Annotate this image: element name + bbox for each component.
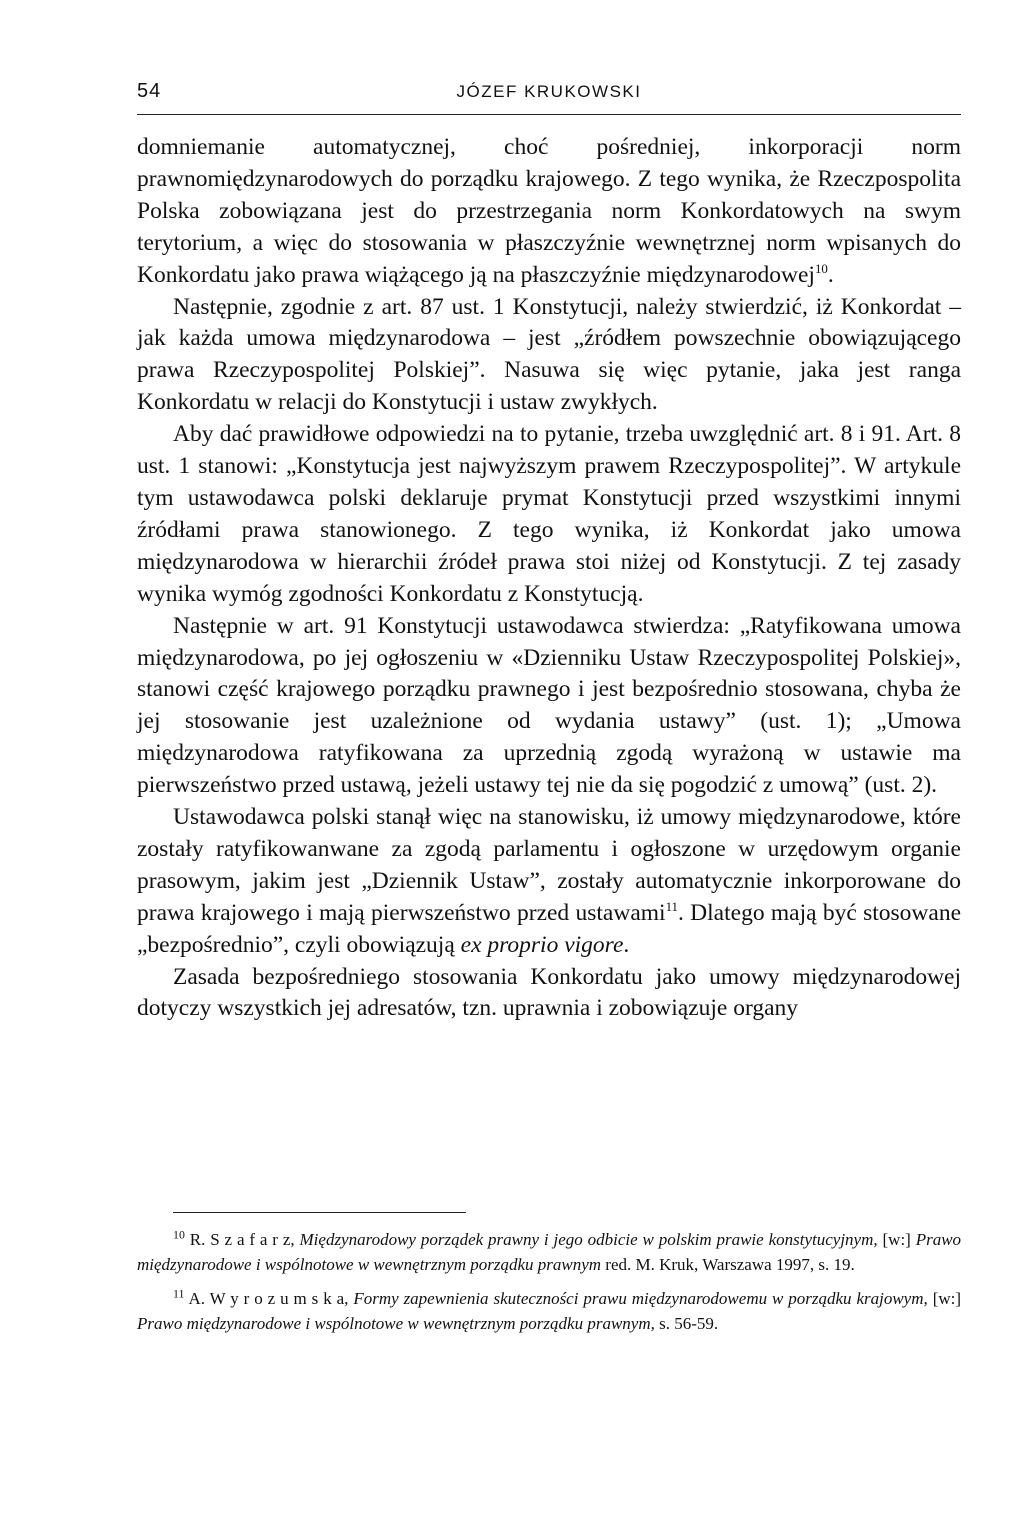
paragraph-3: Aby dać prawidłowe odpowiedzi na to pytanie, trzeba uwzględnić art. 8 i 91. Art. 8 ust. 1 stanowi: „Konstytucja jest najwyższym prawem Rzeczypospolitej”. W artykule tym ustawodawca polski deklaruje prymat Konstytucji przed wszystkimi innymi źródłami prawa stanowionego. Z tego wynika, iż Konkordat jako umowa międzynarodowa w hierarchii źródeł prawa stoi niżej od Konstytucji. Z tej zasady wynika wymóg zgodności Konkordatu z Konstytucją. bbox=[137, 421, 961, 607]
footnote-rest: red. M. Kruk, Warszawa 1997, s. 19. bbox=[605, 1254, 855, 1274]
footnote-author: A. W y r o z u m s k a, bbox=[188, 1289, 349, 1308]
footnote-volume: Prawo międzynarodowe i wspólnotowe w wewnętrznym porządku prawnym, bbox=[137, 1313, 655, 1333]
footnote-ref-10: 10 bbox=[814, 260, 828, 276]
footnote-number: 10 bbox=[173, 1227, 185, 1242]
paragraph-5-middle: . Dlatego mają być stosowane „bezpośrednio”, czyli obowiązują bbox=[137, 899, 962, 958]
footnote-in-label: [w:] bbox=[882, 1230, 911, 1249]
page-header bbox=[137, 74, 961, 115]
paragraph-5 bbox=[137, 802, 961, 962]
footnote-11 bbox=[137, 1287, 961, 1336]
running-head: JÓZEF KRUKOWSKI bbox=[456, 82, 642, 101]
paragraph-1-text: domniemanie automatycznej, choć pośredniej, inkorporacji norm prawnomiędzynarodowych do porządku krajowego. Z tego wynika, że Rzeczpospolita Polska zobowiązana jest do przestrzegania norm Konkordatowych na swym terytorium, a więc do stosowania w płaszczyźnie wewnętrznej norm wpisanych do Konkordatu jako prawa wiążącego ją na płaszczyźnie międzynarodowej bbox=[137, 134, 961, 288]
paragraph-5-latin-phrase: ex proprio vigore bbox=[460, 931, 624, 958]
footnote-title: Formy zapewnienia skuteczności prawu międzynarodowemu w porządku krajowym, bbox=[353, 1289, 928, 1308]
footnote-rest: s. 56-59. bbox=[659, 1313, 719, 1333]
footnote-divider bbox=[173, 1212, 466, 1213]
footnote-author: R. S z a f a r z, bbox=[189, 1230, 295, 1249]
paragraph-5-end: . bbox=[623, 931, 630, 958]
paragraph-4: Następnie w art. 91 Konstytucji ustawodawca stwierdza: „Ratyfikowana umowa międzynarodowa, po jej ogłoszeniu w «Dzienniku Ustaw Rzeczypospolitej Polskiej», stanowi część krajowego porządku prawnego i jest bezpośrednio stosowana, chyba że jej stosowanie jest uzależnione od wydania ustawy” (ust. 1); „Umowa międzynarodowa ratyfikowana za uprzednią zgodą wyrażoną w ustawie ma pierwszeństwo przed ustawą, jeżeli ustawy tej nie da się pogodzić z umową” (ust. 2). bbox=[137, 612, 961, 799]
paragraph-5-text: Ustawodawca polski stanął więc na stanowisku, iż umowy międzynarodowe, które zostały ratyfikowanwane za zgodą parlamentu i ogłoszone w urzędowym organie prasowym, jakim jest „Dziennik Ustaw”, zostały automatycznie inkorporowane do prawa krajowego i mają pierwszeństwo przed ustawami bbox=[137, 804, 961, 926]
body-text bbox=[137, 132, 961, 1025]
paragraph-6: Zasada bezpośredniego stosowania Konkordatu jako umowy międzynarodowej dotyczy wszystkich jej adresatów, tzn. uprawnia i zobowiązuje organy bbox=[137, 963, 961, 1022]
page-number: 54 bbox=[137, 80, 162, 102]
paragraph-1 bbox=[137, 132, 961, 292]
footnote-10 bbox=[137, 1228, 961, 1277]
footnote-volume: Prawo międzynarodowe i wspólnotowe w wewnętrznym porządku prawnym bbox=[137, 1230, 962, 1274]
footnote-title: Międzynarodowy porządek prawny i jego odbicie w polskim prawie konstytucyjnym, bbox=[299, 1230, 878, 1249]
paragraph-1-end: . bbox=[827, 261, 834, 288]
footnote-ref-11: 11 bbox=[665, 898, 678, 914]
footnotes bbox=[137, 1228, 961, 1346]
footnote-number: 11 bbox=[173, 1286, 185, 1301]
footnote-in-label: [w:] bbox=[932, 1289, 962, 1308]
paragraph-2: Następnie, zgodnie z art. 87 ust. 1 Konstytucji, należy stwierdzić, iż Konkordat – jak każda umowa międzynarodowa – jest „źródłem powszechnie obowiązującego prawa Rzeczypospolitej Polskiej”. Nasuwa się więc pytanie, jaka jest ranga Konkordatu w relacji do Konstytucji i ustaw zwykłych. bbox=[137, 293, 961, 416]
